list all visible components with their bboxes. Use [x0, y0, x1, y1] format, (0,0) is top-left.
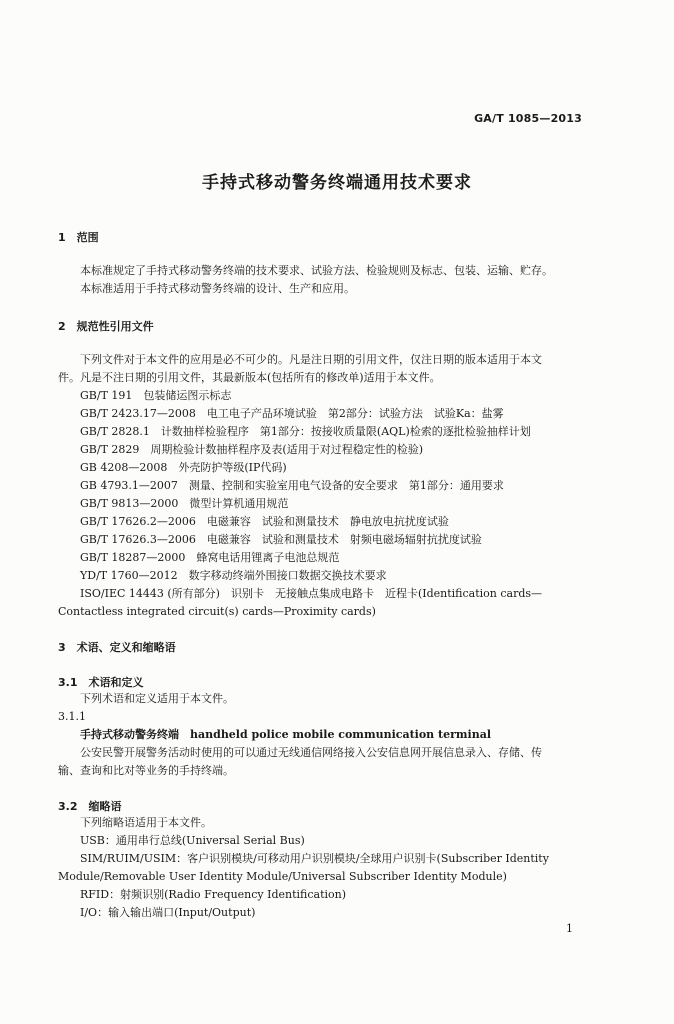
abbreviation-io: I/O：输入输出端口(Input/Output) — [80, 906, 256, 919]
reference-item: GB/T 191 包装储运图示标志 — [80, 389, 232, 402]
reference-item: GB 4793.1—2007 测量、控制和实验室用电气设备的安全要求 第1部分：通用要求 — [80, 479, 504, 492]
section-3-heading: 3 术语、定义和缩略语 — [58, 641, 176, 654]
scope-paragraph-1: 本标准规定了手持式移动警务终端的技术要求、试验方法、检验规则及标志、包装、运输、贮存。 — [80, 264, 553, 277]
term-definition-line-1: 公安民警开展警务活动时使用的可以通过无线通信网络接入公安信息网开展信息录入、存储、传 — [80, 746, 542, 759]
reference-item-continuation: Contactless integrated circuit(s) cards—Proximity cards) — [58, 605, 376, 618]
reference-item: GB/T 2829 周期检验计数抽样程序及表(适用于对过程稳定性的检验) — [80, 443, 423, 456]
term-definition-line-2: 输、查询和比对等业务的手持终端。 — [58, 764, 234, 777]
document-title: 手持式移动警务终端通用技术要求 — [202, 173, 472, 193]
section-2-heading: 2 规范性引用文件 — [58, 320, 154, 333]
page-number: 1 — [566, 922, 573, 935]
terms-intro: 下列术语和定义适用于本文件。 — [80, 692, 234, 705]
reference-item: GB/T 17626.3—2006 电磁兼容 试验和测量技术 射频电磁场辐射抗扰度试验 — [80, 533, 482, 546]
abbreviation-usb: USB：通用串行总线(Universal Serial Bus) — [80, 834, 305, 847]
reference-item: GB 4208—2008 外壳防护等级(IP代码) — [80, 461, 287, 474]
term-entry: 手持式移动警务终端 handheld police mobile communication terminal — [80, 728, 492, 741]
abbreviation-sim-line-2: Module/Removable User Identity Module/Universal Subscriber Identity Module) — [58, 870, 507, 883]
section-1-heading: 1 范围 — [58, 231, 99, 244]
standard-code: GA/T 1085—2013 — [474, 112, 582, 125]
references-intro-line-2: 件。凡是不注日期的引用文件，其最新版本(包括所有的修改单)适用于本文件。 — [58, 371, 441, 384]
reference-item: GB/T 17626.2—2006 电磁兼容 试验和测量技术 静电放电抗扰度试验 — [80, 515, 449, 528]
reference-item: GB/T 2828.1 计数抽样检验程序 第1部分：按接收质量限(AQL)检索的逐批检验抽样计划 — [80, 425, 531, 438]
reference-item: GB/T 18287—2000 蜂窝电话用锂离子电池总规范 — [80, 551, 340, 564]
reference-item: ISO/IEC 14443 (所有部分) 识别卡 无接触点集成电路卡 近程卡(Identification cards— — [80, 587, 543, 600]
reference-item: GB/T 2423.17—2008 电工电子产品环境试验 第2部分：试验方法 试验Ka：盐雾 — [80, 407, 504, 420]
reference-item: YD/T 1760—2012 数字移动终端外围接口数据交换技术要求 — [80, 569, 387, 582]
abbreviation-sim-line-1: SIM/RUIM/USIM：客户识别模块/可移动用户识别模块/全球用户识别卡(Subscriber Identity — [80, 852, 549, 865]
section-3-2-heading: 3.2 缩略语 — [58, 800, 122, 813]
clause-number: 3.1.1 — [58, 710, 86, 723]
section-3-1-heading: 3.1 术语和定义 — [58, 676, 144, 689]
scope-paragraph-2: 本标准适用于手持式移动警务终端的设计、生产和应用。 — [80, 282, 355, 295]
reference-item: GB/T 9813—2000 微型计算机通用规范 — [80, 497, 289, 510]
references-intro-line-1: 下列文件对于本文件的应用是必不可少的。凡是注日期的引用文件，仅注日期的版本适用于本文 — [80, 353, 542, 366]
abbreviations-intro: 下列缩略语适用于本文件。 — [80, 816, 212, 829]
abbreviation-rfid: RFID：射频识别(Radio Frequency Identification) — [80, 888, 347, 901]
